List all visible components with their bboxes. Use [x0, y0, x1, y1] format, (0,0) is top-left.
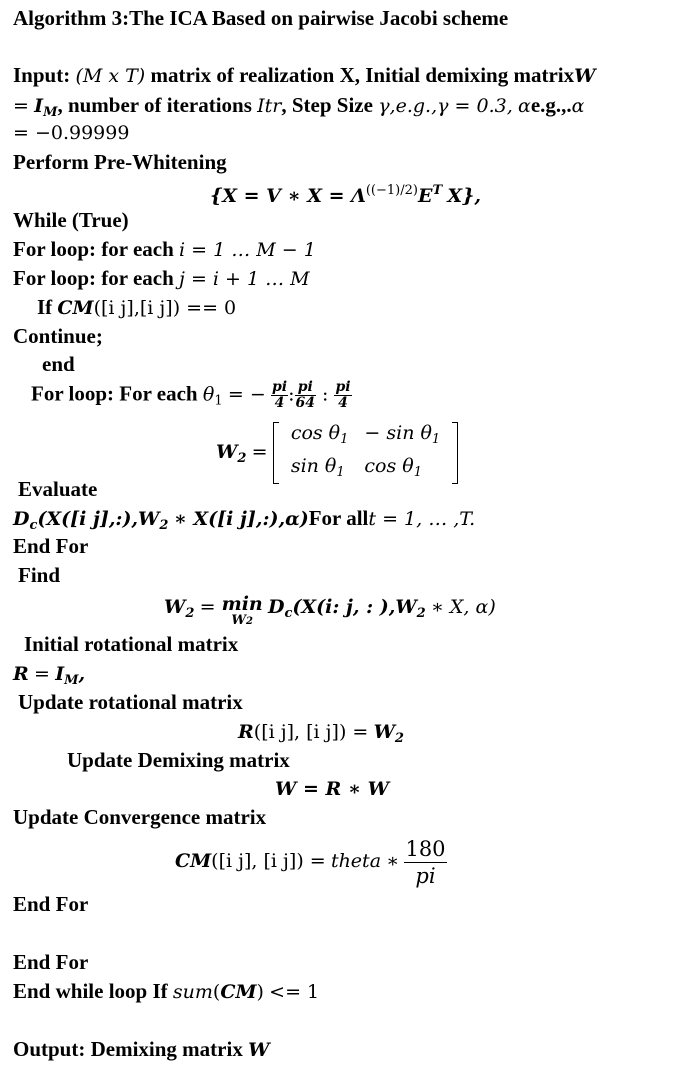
cm-update-expression: CM([i j], [i j]) = theta ∗ $\frac{180}{pi}$ [175, 836, 446, 888]
update-rotation-label: Update rotational matrix [18, 690, 243, 714]
prewhiten-equation: {X = V ∗ $X = \Lambda^{((-1)/2)}E^T$ X}, [210, 183, 481, 207]
input-text-3: , Step Size [281, 93, 373, 117]
if-line: If CM([i j],[i j]) == 0 [37, 295, 237, 319]
continue-line: Continue; [13, 324, 103, 348]
input-alpha-2: α [571, 95, 585, 117]
min-expression: $W_2 = \min$ W2 $D_c(X(i$: j, : )$,W_2$ ∗ X, α) [164, 593, 496, 628]
input-dims: (M x T) [75, 65, 146, 87]
input-label: Input: [13, 63, 71, 87]
evaluate-label: Evaluate [18, 477, 98, 501]
update-convergence-label: Update Convergence matrix [13, 805, 267, 829]
input-w-symbol: W [574, 65, 596, 87]
end-for-2: End For [13, 892, 89, 916]
min-operator: min W2 [221, 593, 263, 628]
theta-frac-3: $\frac{pi}{4}$ [335, 379, 351, 411]
while-line: While (True) [13, 208, 129, 232]
input-text-2: , number of iterations [57, 93, 252, 117]
evaluate-expression: $D_c(X([i$ $j],:),W_2$ ∗ X([i j],:),α)For allt = 1, … ,T. [13, 506, 476, 533]
input-line-1 [13, 62, 595, 89]
end-line: end [42, 352, 75, 376]
update-demixing-label: Update Demixing matrix [67, 748, 290, 772]
output-line: Output: Demixing matrix W [13, 1037, 270, 1061]
init-rotation-label: Initial rotational matrix [24, 632, 239, 656]
end-while-line: End while loop If sum(CM) <= 1 [13, 979, 320, 1003]
for-i-line: For loop: for each i = 1 … M − 1 [13, 237, 316, 261]
input-line-3 [13, 119, 129, 146]
degree-fraction: $\frac{180}{pi}$ [405, 836, 446, 888]
prewhiten-label: Perform Pre-Whitening [13, 150, 227, 174]
for-theta-line: For loop: For each $\theta_1$ = − $\frac{pi}{4}$ : $\frac{pi}{64}$ : $\frac{pi}{4}$ [31, 379, 351, 411]
end-for-1: End For [13, 534, 89, 558]
r-update-expression: R([i j], [i $j]) = W_2$ [238, 721, 404, 746]
end-for-3: End For [13, 950, 89, 974]
w-update-expression: W = R ∗ W [275, 778, 389, 800]
algorithm-title: Algorithm 3:The ICA Based on pairwise Jacobi scheme [13, 6, 509, 30]
for-j-line: For loop: for each j = i + 1 … M [13, 266, 310, 290]
theta-frac-1: $\frac{pi}{4}$ [272, 379, 288, 411]
input-text-1: matrix of realization X, Initial demixing matrix [150, 63, 575, 87]
r-init-expression: $R = I_M$, [13, 663, 86, 688]
w2-matrix-definition: $W_2$ = $\cos \theta_1$ − $\sin \theta_1$ $\sin \theta_1$ $\cos \theta_1$ [216, 420, 458, 486]
input-step-expr: γ,e.g.,γ = 0.3, [378, 95, 513, 117]
input-eg: e.g.,. [530, 93, 572, 117]
input-alpha-value: = −0.99999 [13, 122, 130, 144]
find-label: Find [18, 563, 61, 587]
theta-frac-2: $\frac{pi}{64}$ [295, 379, 315, 411]
input-alpha: α [517, 95, 531, 117]
rotation-matrix: $\cos \theta_1$ − $\sin \theta_1$ $\sin \theta_1$ $\cos \theta_1$ [273, 420, 458, 486]
input-eq: = [13, 95, 29, 117]
input-itr: Itr [257, 95, 282, 117]
input-identity: $I_M$ [34, 95, 58, 120]
